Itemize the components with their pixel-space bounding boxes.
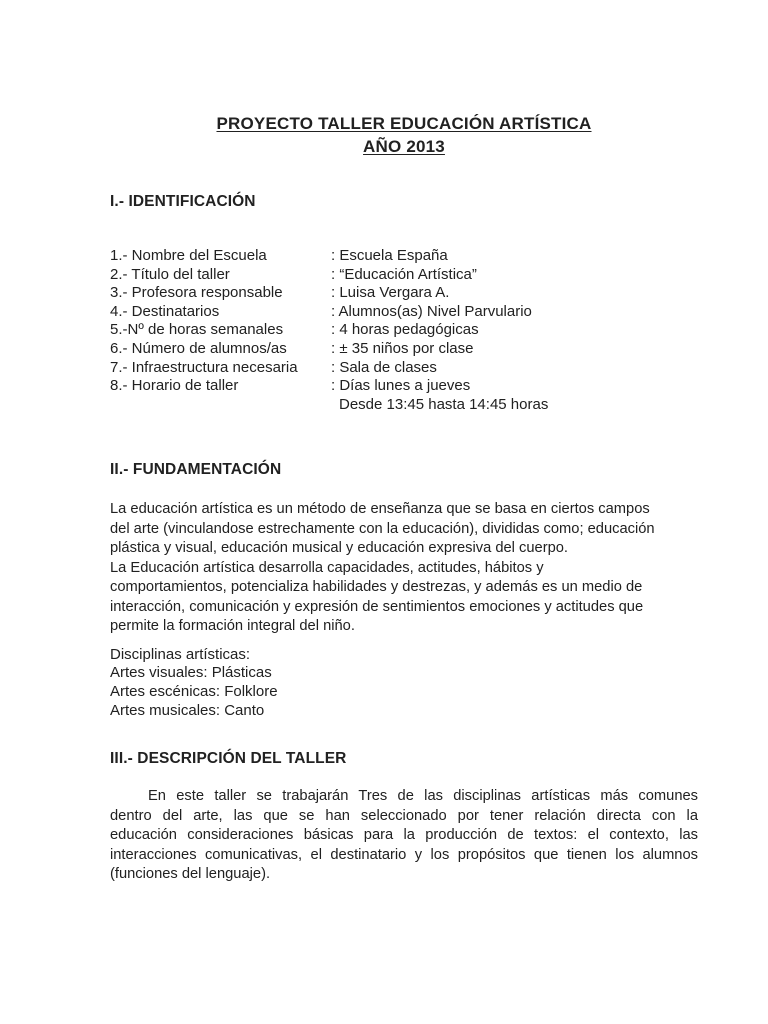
row-value: : “Educación Artística” bbox=[331, 265, 477, 283]
identification-row bbox=[110, 284, 698, 303]
discipline-item: Artes visuales: Plásticas bbox=[110, 664, 272, 682]
paragraph-line: permite la formación integral del niño. bbox=[110, 618, 355, 635]
row-label: 2.- Título del taller bbox=[110, 265, 230, 283]
identification-row bbox=[110, 359, 698, 378]
document-title bbox=[110, 112, 698, 158]
row-label: 1.- Nombre del Escuela bbox=[110, 247, 267, 264]
row-value: : Sala de clases bbox=[331, 358, 437, 376]
identification-row bbox=[110, 321, 698, 340]
row-label: 7.- Infraestructura necesaria bbox=[110, 358, 298, 376]
section-heading-fundamentacion: II.- FUNDAMENTACIÓN bbox=[110, 461, 282, 479]
paragraph-line: plástica y visual, educación musical y educación expresiva del cuerpo. bbox=[110, 540, 569, 557]
schedule-continuation-line: Desde 13:45 hasta 14:45 horas bbox=[339, 395, 549, 413]
paragraph-line: del arte (vinculandose estrechamente con la educación), divididas como; educación bbox=[110, 520, 655, 537]
row-value: : Días lunes a jueves bbox=[331, 377, 471, 395]
row-label: 5.-Nº de horas semanales bbox=[110, 321, 284, 339]
identification-row bbox=[110, 340, 698, 359]
paragraph-line: interacciones comunicativas, el destinatario y los propósitos que tienen los alumnos bbox=[110, 846, 698, 863]
discipline-item: Artes escénicas: Folklore bbox=[110, 683, 278, 701]
row-value: : Alumnos(as) Nivel Parvulario bbox=[331, 302, 532, 320]
title-line-2-wrap bbox=[110, 135, 698, 158]
row-value: : Luisa Vergara A. bbox=[331, 284, 450, 302]
identification-row bbox=[110, 303, 698, 322]
row-value: : 4 horas pedagógicas bbox=[331, 321, 479, 339]
identification-row bbox=[110, 377, 698, 396]
discipline-item: Artes musicales: Canto bbox=[110, 701, 265, 719]
descripcion-paragraph bbox=[110, 787, 698, 885]
paragraph-line: La Educación artística desarrolla capacidades, actitudes, hábitos y bbox=[110, 559, 544, 576]
paragraph-line: interacción, comunicación y expresión de sentimientos emociones y actitudes que bbox=[110, 598, 644, 615]
paragraph-line: (funciones del lenguaje). bbox=[110, 866, 271, 883]
identification-list bbox=[110, 247, 698, 414]
row-label: 3.- Profesora responsable bbox=[110, 284, 283, 302]
title-line-1: PROYECTO TALLER EDUCACIÓN ARTÍSTICA bbox=[216, 114, 592, 133]
identification-row bbox=[110, 247, 698, 266]
disciplines-intro: Disciplinas artísticas: bbox=[110, 645, 251, 663]
section-heading-identificacion: I.- IDENTIFICACIÓN bbox=[110, 193, 256, 210]
section-heading-descripcion: III.- DESCRIPCIÓN DEL TALLER bbox=[110, 750, 347, 768]
paragraph-line: dentro del arte, las que se han seleccionado por tener relación directa con la bbox=[110, 807, 698, 824]
row-label: 8.- Horario de taller bbox=[110, 377, 239, 395]
paragraph-line: En este taller se trabajarán Tres de las disciplinas artísticas más comunes bbox=[148, 788, 698, 805]
disciplines-block bbox=[110, 646, 698, 720]
paragraph-line: educación consideraciones básicas para la producción de textos: el contexto, las bbox=[110, 827, 698, 844]
title-year: AÑO 2013 bbox=[363, 137, 445, 156]
paragraph-line: La educación artística es un método de enseñanza que se basa en ciertos campos bbox=[110, 501, 650, 518]
row-label: 4.- Destinatarios bbox=[110, 302, 220, 320]
row-value: : ± 35 niños por clase bbox=[331, 339, 474, 357]
paragraph-line: comportamientos, potencializa habilidades y destrezas, y además es un medio de bbox=[110, 579, 643, 596]
fundamentacion-paragraph bbox=[110, 500, 698, 637]
title-line-1-wrap bbox=[110, 112, 698, 135]
identification-row bbox=[110, 266, 698, 285]
row-label: 6.- Número de alumnos/as bbox=[110, 339, 287, 357]
row-value: : Escuela España bbox=[331, 247, 448, 264]
